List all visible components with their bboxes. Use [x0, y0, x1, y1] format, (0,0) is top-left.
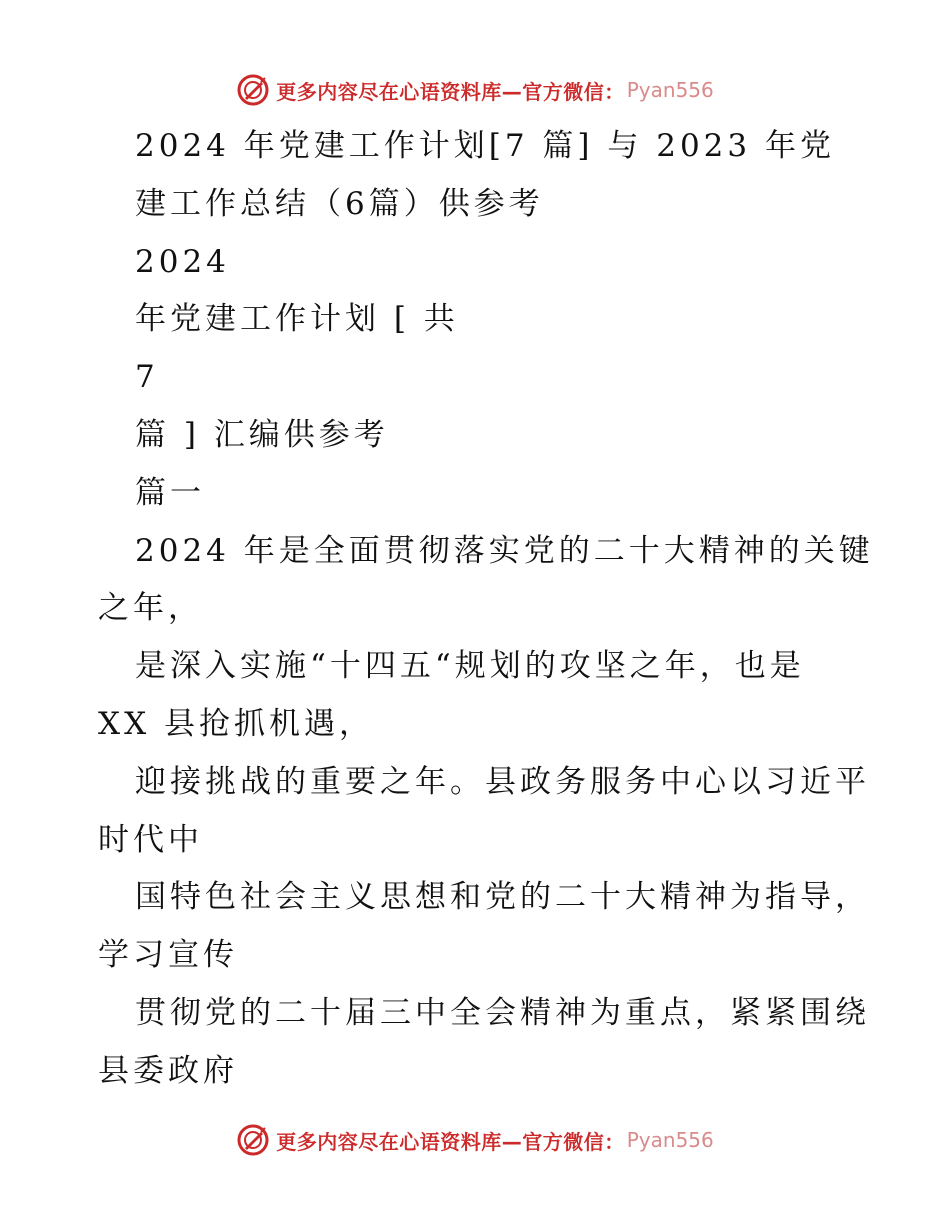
text-line: 篇 ] 汇编供参考	[135, 416, 389, 453]
text-line: 学习宣传	[98, 937, 238, 974]
watermark-text: 更多内容尽在心语资料库—官方微信：	[276, 79, 625, 104]
text-line: 是深入实施“十四五“规划的攻坚之年，也是	[135, 648, 805, 685]
watermark-banner-top	[0, 70, 950, 110]
text-line: 年党建工作计划 [ 共	[135, 301, 459, 338]
watermark-wechat-id: Pyan556	[626, 1128, 714, 1152]
text-line: 建工作总结（6篇）供参考	[135, 185, 544, 222]
text-line: 县委政府	[98, 1052, 238, 1089]
watermark-text: 更多内容尽在心语资料库—官方微信：	[276, 1129, 625, 1154]
text-line: 迎接挑战的重要之年。县政务服务中心以习近平	[135, 763, 870, 800]
text-line: 2024 年党建工作计划[7 篇] 与 2023 年党	[135, 128, 835, 164]
text-line: 篇一	[135, 474, 205, 511]
text-line: 7	[135, 359, 159, 396]
text-line: 贯彻党的二十届三中全会精神为重点，紧紧围绕	[135, 994, 870, 1031]
text-line: 之年，	[98, 590, 203, 627]
watermark-wechat-id: Pyan556	[626, 78, 714, 102]
text-line: XX 县抢抓机遇，	[98, 705, 374, 742]
text-line: 时代中	[98, 821, 203, 858]
text-line: 国特色社会主义思想和党的二十大精神为指导，	[135, 879, 870, 916]
text-line: 2024	[135, 243, 230, 280]
pen-circle-logo-icon	[236, 1123, 270, 1157]
watermark-banner-bottom	[0, 1120, 950, 1160]
pen-circle-logo-icon	[236, 73, 270, 107]
text-line: 2024 年是全面贯彻落实党的二十大精神的关键	[135, 532, 874, 569]
document-body	[98, 118, 898, 1101]
